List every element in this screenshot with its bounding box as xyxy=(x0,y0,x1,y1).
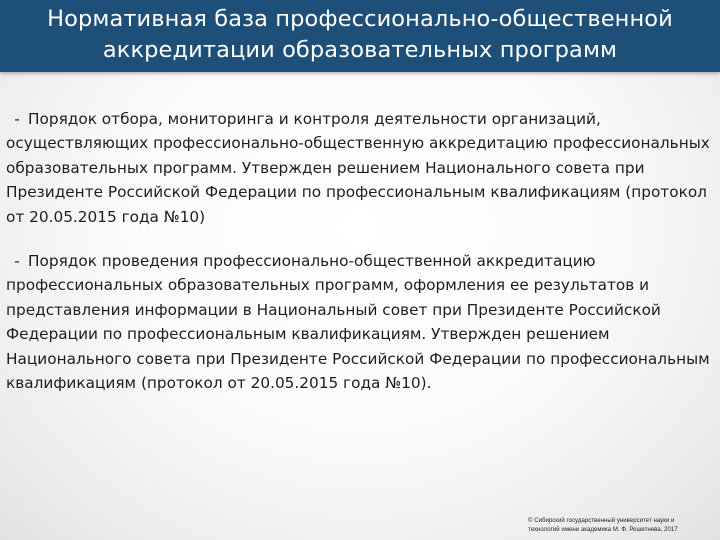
slide-title-line-1: Нормативная база профессионально-общественной xyxy=(47,6,673,32)
slide-title xyxy=(0,4,720,66)
slide-title-line-2: аккредитации образовательных программ xyxy=(102,37,618,63)
slide-body xyxy=(6,107,716,415)
list-item-text: Порядок проведения профессионально-общественной аккредитацию профессиональных образовательных программ, оформления ее результатов и представления информации в Национальный совет при Президенте Российской Федерации по профессиональным квалификациям. Утвержден решением Национального совета при Президенте Российской Федерации по профессиональным квалификациям (протокол от 20.05.2015 года №10). xyxy=(6,252,710,393)
copyright-footer xyxy=(528,517,714,535)
copyright-line-1: © Сибирский государственный университет науки и xyxy=(528,518,675,524)
list-item xyxy=(6,249,716,395)
list-bullet: - xyxy=(14,252,20,271)
copyright-line-2: технологий имени академика М. Ф. Решетнева, 2017 xyxy=(528,527,678,533)
list-item xyxy=(6,107,716,229)
list-item-text: Порядок отбора, мониторинга и контроля деятельности организаций, осуществляющих профессионально-общественную аккредитацию профессиональных образовательных программ. Утвержден решением Национального совета при Президенте Российской Федерации по профессиональным квалификациям (протокол от 20.05.2015 года №10) xyxy=(6,110,710,226)
list-bullet: - xyxy=(14,110,20,128)
title-bar xyxy=(0,0,720,72)
